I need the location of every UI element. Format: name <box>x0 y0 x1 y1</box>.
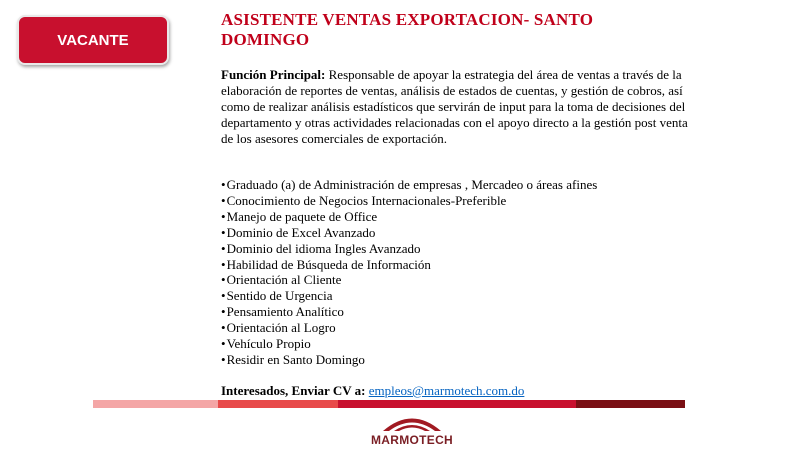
color-bar-segment-2 <box>218 400 338 408</box>
requirements-list <box>221 177 597 368</box>
requirement-item: • Orientación al Logro <box>221 320 597 336</box>
requirement-item: • Vehículo Propio <box>221 336 597 352</box>
requirement-item: • Residir en Santo Domingo <box>221 352 597 368</box>
contact-label: Interesados, Enviar CV a: <box>221 383 366 398</box>
main-function-text: Responsable de apoyar la estrategia del área de ventas a través de la elaboración de reportes de ventas, análisis de estados de cuentas, y gestión de cobros, así como de realizar análisis estadísticos que servirán de input para la toma de decisiones del departamento y otras actividades relacionadas con el apoyo directo a la gestión post venta de los asesores comerciales de exportación. <box>221 67 688 146</box>
job-title: ASISTENTE VENTAS EXPORTACION- SANTO DOMINGO <box>221 10 594 49</box>
vacante-badge <box>17 15 169 65</box>
logo-text: MARMOTECH <box>370 433 454 447</box>
color-bar-segment-3 <box>338 400 576 408</box>
contact-line <box>221 383 524 399</box>
main-function-paragraph <box>221 67 701 147</box>
color-bar <box>93 400 685 408</box>
requirement-item: • Habilidad de Búsqueda de Información <box>221 257 597 273</box>
color-bar-segment-4 <box>576 400 685 408</box>
requirement-item: • Graduado (a) de Administración de empresas , Mercadeo o áreas afines <box>221 177 597 193</box>
email-link[interactable]: empleos@marmotech.com.do <box>368 383 525 398</box>
requirement-item: • Orientación al Cliente <box>221 272 597 288</box>
requirement-item: • Manejo de paquete de Office <box>221 209 597 225</box>
requirement-item: • Sentido de Urgencia <box>221 288 597 304</box>
requirement-item: • Conocimiento de Negocios Internacionales-Preferible <box>221 193 597 209</box>
vacante-label: VACANTE <box>57 31 129 49</box>
requirement-item: • Pensamiento Analítico <box>221 304 597 320</box>
requirement-item: • Dominio del idioma Ingles Avanzado <box>221 241 597 257</box>
requirement-item: • Dominio de Excel Avanzado <box>221 225 597 241</box>
marmotech-logo-icon <box>380 412 444 432</box>
marmotech-logo <box>352 412 472 448</box>
main-function-label: Función Principal: <box>221 67 326 82</box>
color-bar-segment-1 <box>93 400 218 408</box>
